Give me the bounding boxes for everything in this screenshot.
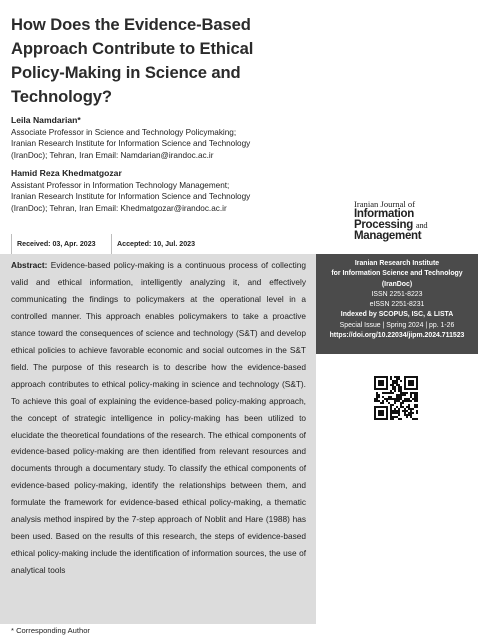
author-affiliation: (IranDoc); Tehran, Iran Email: Khedmatgozar@irandoc.ac.ir: [11, 204, 227, 214]
journal-logo-line: Management: [354, 230, 422, 242]
journal-logo: [354, 199, 478, 242]
qr-code-icon: [374, 376, 418, 420]
journal-logo-word: and: [415, 220, 428, 230]
title-line: How Does the Evidence-Based: [11, 15, 251, 34]
author-name: Leila Namdarian*: [11, 115, 81, 125]
accepted-date: Accepted: 10, Jul. 2023: [111, 234, 211, 254]
author-block: [11, 115, 331, 162]
footnote: * Corresponding Author: [11, 626, 90, 635]
author-affiliation: Assistant Professor in Information Technology Management;: [11, 180, 230, 190]
title-line: Policy-Making in Science and: [11, 63, 241, 82]
journal-info-box: [316, 254, 478, 354]
author-name: Hamid Reza Khedmatgozar: [11, 168, 122, 178]
title-line: Approach Contribute to Ethical: [11, 39, 254, 58]
journal-logo-line: Information: [354, 208, 414, 220]
author-affiliation: Iranian Research Institute for Information Science and Technology: [11, 139, 251, 149]
author-affiliation: (IranDoc); Tehran, Iran Email: Namdarian@irandoc.ac.ir: [11, 151, 214, 161]
institute-name: (IranDoc): [381, 280, 413, 288]
eissn: eISSN 2251-8231: [369, 301, 425, 309]
author-affiliation: Iranian Research Institute for Information Science and Technology: [11, 192, 251, 202]
journal-logo-line: Iranian Journal of: [354, 199, 416, 209]
journal-logo-word: Processing: [354, 219, 413, 231]
author-affiliation: Associate Professor in Science and Technology Policymaking;: [11, 127, 237, 137]
title-line: Technology?: [11, 87, 112, 106]
indexed-by: Indexed by SCOPUS, ISC, & LISTA: [340, 311, 454, 319]
doi-link[interactable]: https://doi.org/10.22034/jipm.2024.711523: [329, 332, 465, 340]
institute-name: for Information Science and Technology: [331, 270, 463, 278]
paper-title: [11, 13, 321, 109]
abstract-label: Abstract:: [11, 260, 48, 270]
submission-dates: [11, 234, 211, 254]
abstract-box: [0, 254, 316, 624]
received-date: Received: 03, Apr. 2023: [11, 234, 110, 254]
author-block: [11, 168, 331, 215]
issue-info: Special Issue | Spring 2024 | pp. 1-26: [339, 321, 455, 329]
abstract-text: Evidence-based policy-making is a continuous process of collecting valid and ethical information, intelligently analyzing it, and effectively communicating the findings to policymakers at the operational level in a controlled manner. This approach enables policymakers to take a proactive stance toward the consequences of science and technology (S&T) and develop ethical policies to achieve favorable economic and social outcomes in the S&T field. The purpose of this research is to describe how the evidence-based approach contributes to ethical policy-making in science and technology (S&T). To achieve this goal of explaining the evidence-based policy-making approach, the concept of strategic intelligence in policy-making has been utilized to elucidate the theoretical foundations of the research. The ethical components of evidence-based policy-making are then identified from relevant resources and documents through a documentary study. To classify the ethical components of evidence-based policy-making, identify the relationships between them, and formulate the framework for evidence-based ethical policy-making, a thematic analysis method inspired by the 7-step approach of Noblit and Hare (1988) has been used. Based on the results of this research, the steps of evidence-based ethical policy-making include the identification of information sources, the use of analytical tools: [11, 260, 306, 576]
institute-name: Iranian Research Institute: [354, 260, 440, 267]
issn: ISSN 2251-8223: [371, 290, 423, 298]
